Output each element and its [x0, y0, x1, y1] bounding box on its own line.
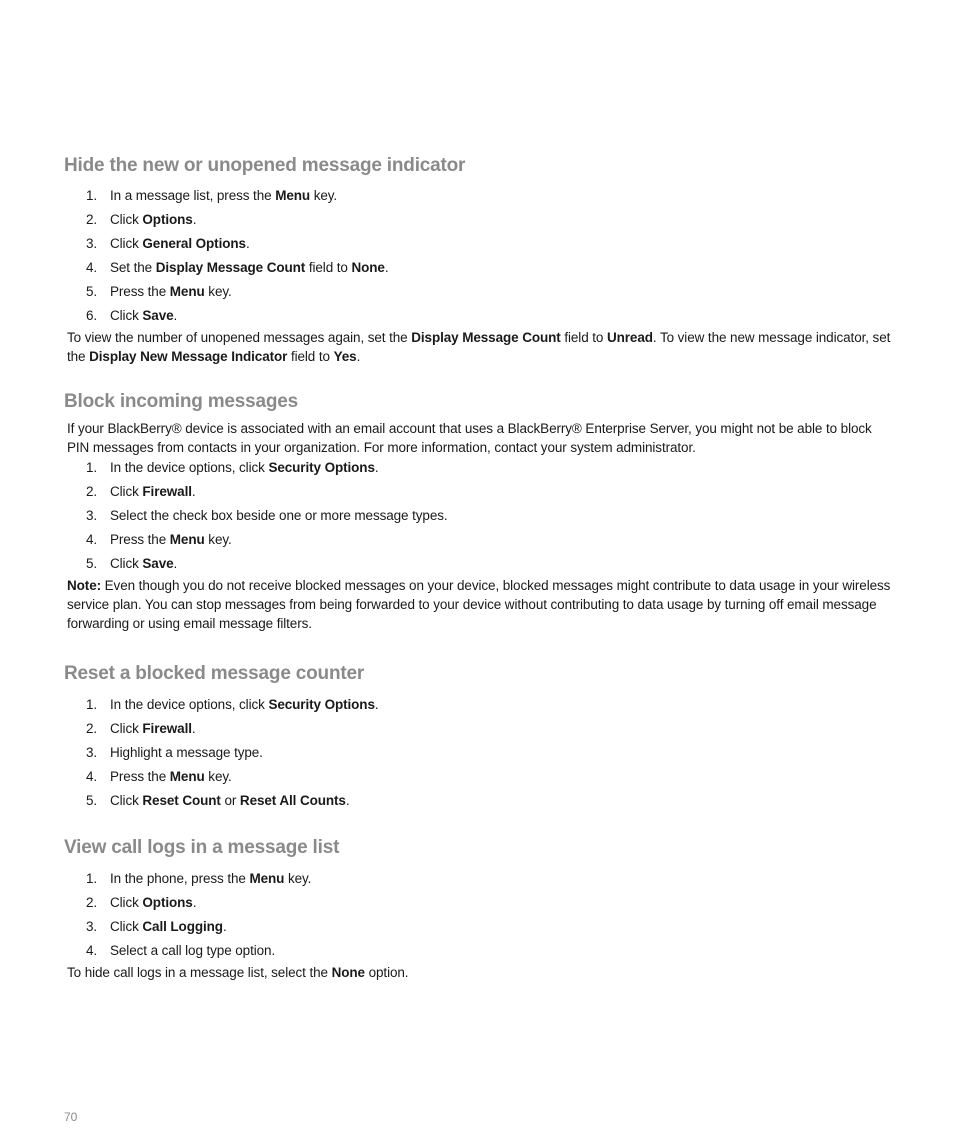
step-number: 5. [86, 284, 98, 299]
step-number: 3. [86, 236, 98, 251]
section-title: Block incoming messages [64, 391, 299, 412]
steps-list [64, 456, 894, 576]
step-number: 4. [86, 769, 98, 784]
step-number: 5. [86, 793, 98, 808]
list-item: 2. Click Firewall. [64, 717, 894, 741]
step-number: 2. [86, 721, 98, 736]
page-number: 70 [64, 1110, 78, 1124]
list-item: 1. In the phone, press the Menu key. [64, 867, 894, 891]
step-number: 1. [86, 188, 98, 203]
list-item: 2. Click Firewall. [64, 480, 894, 504]
note-paragraph: Note: Even though you do not receive blocked messages on your device, blocked messages might contribute to data usage in your wireless service plan. You can stop messages from being forwarded to your device without contributing to data usage by turning off email message forwarding or using email message filters. [67, 578, 891, 631]
section-title: Reset a blocked message counter [64, 663, 365, 684]
step-number: 3. [86, 745, 98, 760]
step-number: 1. [86, 871, 98, 886]
follow-up-paragraph: To hide call logs in a message list, select the None option. [67, 965, 409, 980]
step-number: 2. [86, 895, 98, 910]
list-item: 4. Press the Menu key. [64, 765, 894, 789]
step-number: 4. [86, 532, 98, 547]
note-label: Note: [67, 578, 101, 593]
steps-list [64, 693, 894, 813]
list-item: 1. In the device options, click Security Options. [64, 456, 894, 480]
list-item: 5. Press the Menu key. [64, 280, 894, 304]
follow-up-paragraph: To view the number of unopened messages again, set the Display Message Count field to Unread. To view the new message indicator, set the Display New Message Indicator field to Yes. [67, 330, 891, 364]
steps-list [64, 867, 894, 963]
list-item: 3. Highlight a message type. [64, 741, 894, 765]
step-number: 3. [86, 508, 98, 523]
step-number: 2. [86, 484, 98, 499]
step-number: 5. [86, 556, 98, 571]
step-number: 1. [86, 697, 98, 712]
step-number: 6. [86, 308, 98, 323]
step-number: 2. [86, 212, 98, 227]
list-item: 1. In the device options, click Security Options. [64, 693, 894, 717]
step-number: 1. [86, 460, 98, 475]
section-hide-indicator [64, 155, 894, 366]
list-item: 4. Set the Display Message Count field to None. [64, 256, 894, 280]
step-number: 4. [86, 943, 98, 958]
section-title: View call logs in a message list [64, 837, 340, 858]
list-item: 3. Click Call Logging. [64, 915, 894, 939]
section-reset-counter [64, 663, 894, 813]
list-item: 6. Click Save. [64, 304, 894, 328]
list-item: 4. Press the Menu key. [64, 528, 894, 552]
intro-paragraph: If your BlackBerry® device is associated with an email account that uses a BlackBerry® Enterprise Server, you might not be able to block PIN messages from contacts in your organization. For more information, contact your system administrator. [67, 421, 872, 455]
steps-list [64, 184, 894, 328]
step-number: 3. [86, 919, 98, 934]
list-item: 5. Click Reset Count or Reset All Counts. [64, 789, 894, 813]
section-call-logs [64, 837, 894, 982]
step-number: 4. [86, 260, 98, 275]
list-item: 2. Click Options. [64, 208, 894, 232]
list-item: 3. Select the check box beside one or more message types. [64, 504, 894, 528]
list-item: 2. Click Options. [64, 891, 894, 915]
section-block-incoming [64, 391, 894, 633]
list-item: 5. Click Save. [64, 552, 894, 576]
section-title: Hide the new or unopened message indicator [64, 155, 466, 176]
list-item: 3. Click General Options. [64, 232, 894, 256]
list-item: 1. In a message list, press the Menu key. [64, 184, 894, 208]
list-item: 4. Select a call log type option. [64, 939, 894, 963]
